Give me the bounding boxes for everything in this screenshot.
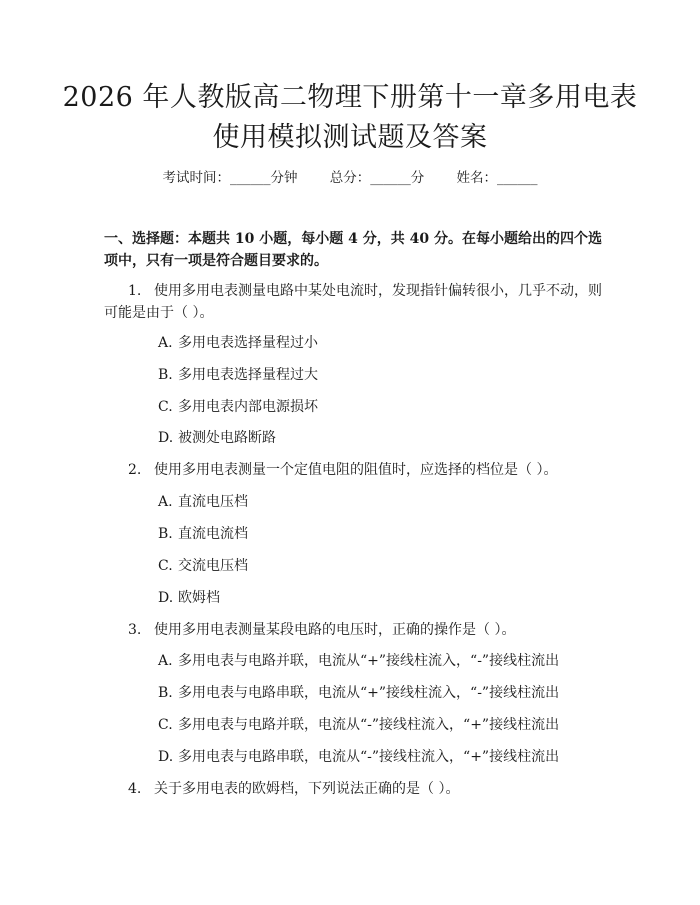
option-letter: C.: [158, 399, 173, 415]
question-1-option-d: [158, 428, 618, 448]
question-text: 使用多用电表测量电路中某处电流时，发现指针偏转很小，几乎不动，则可能是由于（ ）。: [104, 283, 602, 321]
option-text: 多用电表与电路并联，电流从“+”接线柱流入，“-”接线柱流出: [178, 653, 560, 669]
total-score-field: 总分：______分: [329, 170, 425, 186]
question-2-option-a: [158, 492, 618, 512]
option-letter: D.: [158, 430, 174, 446]
section-heading: 一、选择题：本题共 10 小题，每小题 4 分，共 40 分。在每小题给出的四个选项中，只有一项是符合题目要求的。: [104, 231, 602, 269]
question-1-option-a: [158, 333, 618, 353]
question-2-option-c: [158, 556, 618, 576]
exam-time-field: 考试时间：______分钟: [162, 170, 298, 186]
question-3: [104, 619, 604, 641]
option-letter: C.: [158, 717, 173, 733]
option-letter: B.: [158, 367, 173, 383]
option-letter: B.: [158, 526, 173, 542]
question-1-option-b: [158, 365, 618, 385]
option-text: 交流电压档: [178, 558, 248, 574]
question-2-option-d: [158, 588, 618, 608]
option-text: 被测处电路断路: [178, 430, 276, 446]
question-3-option-b: [158, 683, 618, 703]
option-letter: C.: [158, 558, 173, 574]
option-text: 多用电表选择量程过大: [178, 367, 318, 383]
option-letter: A.: [158, 653, 173, 669]
question-text: 关于多用电表的欧姆档，下列说法正确的是（ ）。: [154, 781, 460, 797]
option-letter: D.: [158, 590, 174, 606]
option-letter: B.: [158, 685, 173, 701]
question-3-option-d: [158, 747, 618, 767]
question-1-option-c: [158, 397, 618, 417]
name-field: 姓名：______: [456, 170, 538, 186]
question-number: 1.: [128, 283, 142, 299]
question-number: 2.: [128, 462, 142, 478]
option-text: 多用电表与电路串联，电流从“-”接线柱流入，“+”接线柱流出: [178, 749, 560, 765]
exam-meta: [0, 168, 700, 188]
option-text: 直流电压档: [178, 494, 248, 510]
option-text: 多用电表与电路并联，电流从“-”接线柱流入，“+”接线柱流出: [178, 717, 560, 733]
question-1: [104, 280, 604, 324]
question-number: 4.: [128, 781, 142, 797]
question-number: 3.: [128, 622, 142, 638]
question-text: 使用多用电表测量一个定值电阻的阻值时，应选择的档位是（ ）。: [154, 462, 558, 478]
question-2: [104, 459, 604, 481]
option-letter: A.: [158, 335, 173, 351]
option-text: 多用电表内部电源损坏: [178, 399, 318, 415]
option-text: 直流电流档: [178, 526, 248, 542]
question-3-option-c: [158, 715, 618, 735]
option-letter: A.: [158, 494, 173, 510]
question-4: [104, 778, 604, 800]
option-text: 多用电表选择量程过小: [178, 335, 318, 351]
option-letter: D.: [158, 749, 174, 765]
document-title: 2026 年人教版高二物理下册第十一章多用电表使用模拟测试题及答案: [62, 82, 638, 153]
question-2-option-b: [158, 524, 618, 544]
question-3-option-a: [158, 651, 618, 671]
question-text: 使用多用电表测量某段电路的电压时，正确的操作是（ ）。: [154, 622, 516, 638]
option-text: 多用电表与电路串联，电流从“+”接线柱流入，“-”接线柱流出: [178, 685, 560, 701]
option-text: 欧姆档: [178, 590, 220, 606]
